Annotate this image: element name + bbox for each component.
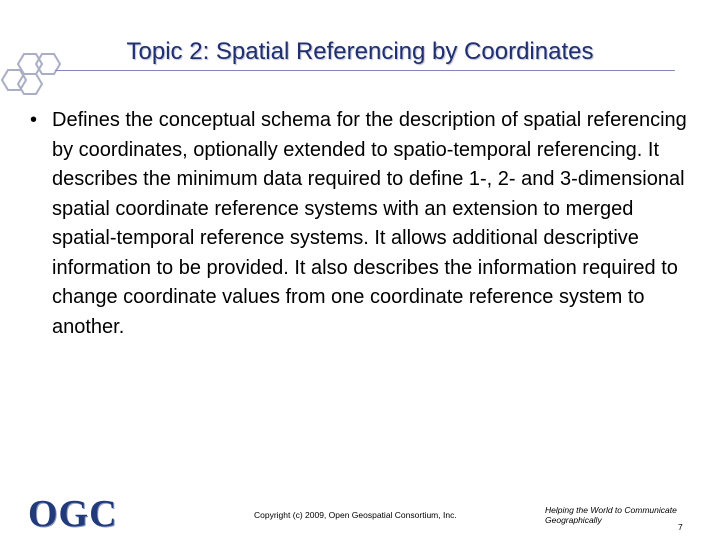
ogc-logo: OGC [28, 493, 118, 535]
bullet-item [30, 106, 700, 342]
bullet-list [30, 106, 700, 342]
slide-title: Topic 2: Spatial Referencing by Coordinates [126, 38, 594, 65]
page-number: 7 [678, 522, 683, 532]
tagline-line-1: Helping the World to Communicate [545, 505, 677, 515]
bullet-icon: • [30, 109, 38, 131]
title-underline [55, 70, 675, 71]
tagline-line-2: Geographically [545, 515, 602, 525]
tagline [545, 505, 695, 525]
copyright-notice: Copyright (c) 2009, Open Geospatial Consortium, Inc. [254, 510, 457, 520]
bullet-text: Defines the conceptual schema for the description of spatial referencing by coordinates, optionally extended to spatio-temporal referencing. It describes the minimum data required to define 1-, 2- and 3-dimensional spatial coordinate reference systems with an extension to merged spatial-temporal reference systems. It allows additional descriptive information to be provided. It also describes the information required to change coordinate values from one coordinate reference system to another. [52, 109, 687, 338]
